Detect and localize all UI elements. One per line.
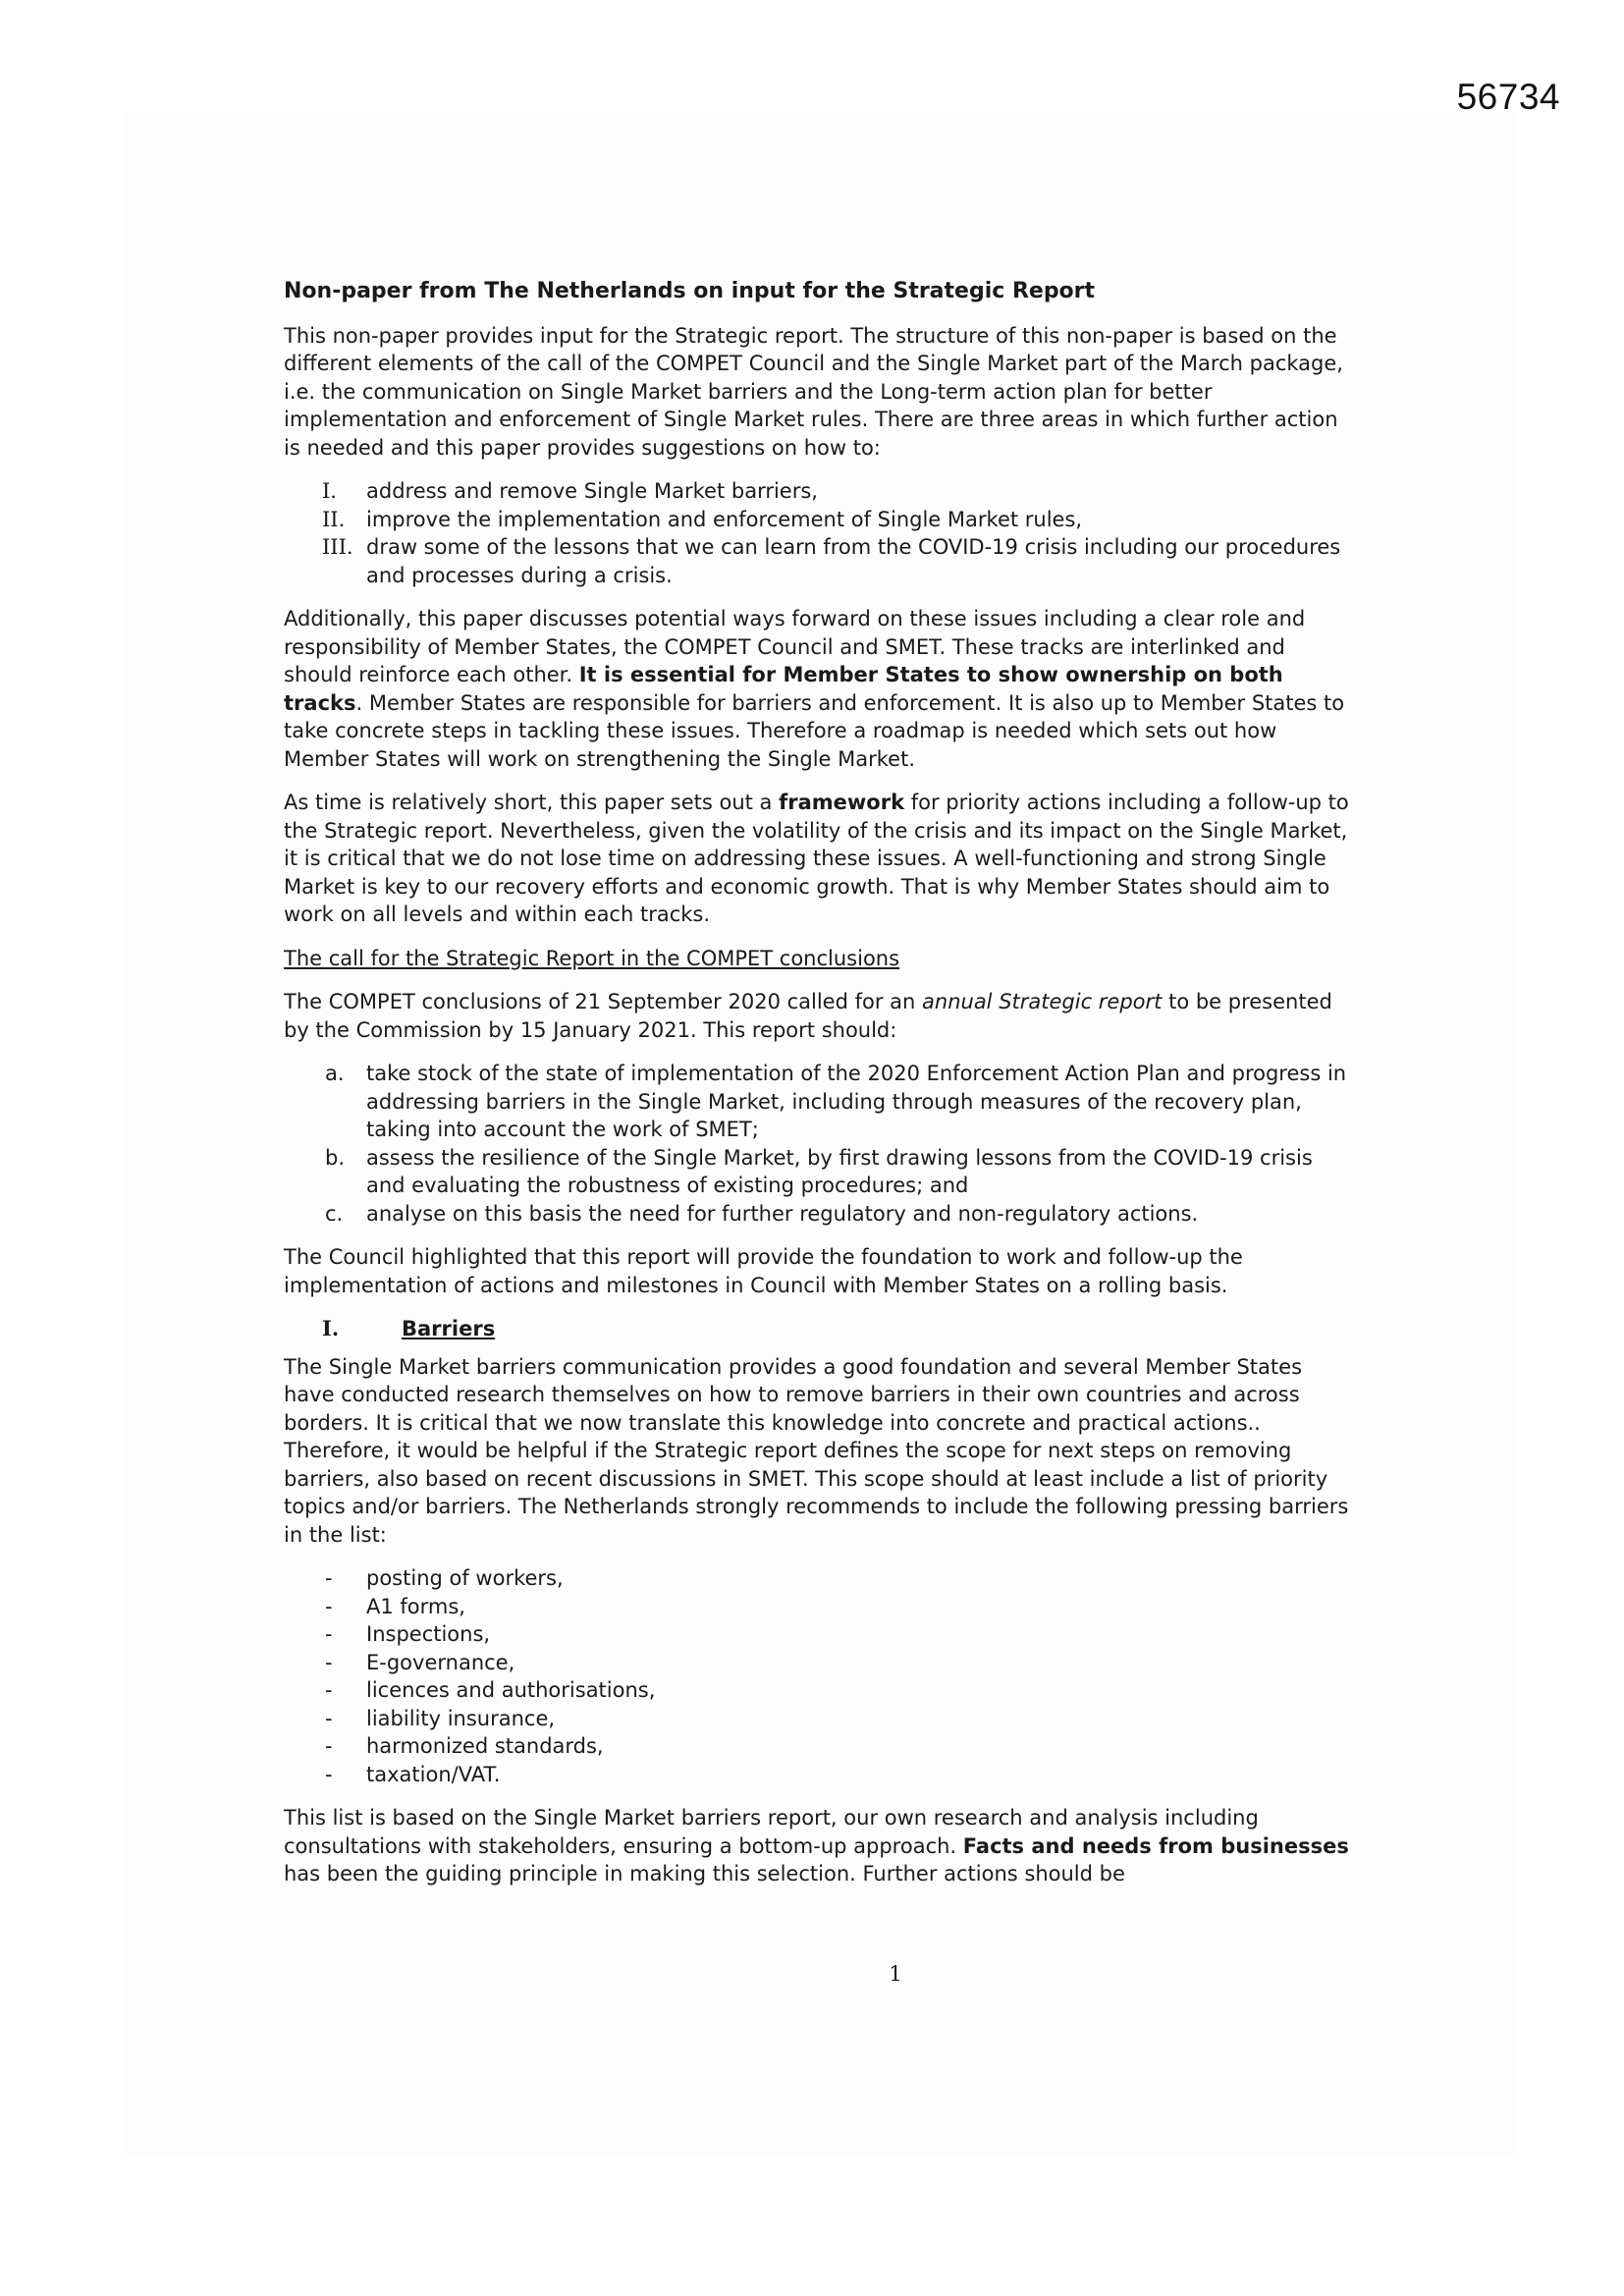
list-item: c. analyse on this basis the need for further regulatory and non-regulatory actions.: [325, 1201, 1199, 1226]
list-item: - harmonized standards,: [325, 1734, 604, 1758]
list-item: - E-governance,: [325, 1650, 515, 1674]
intro-paragraph: This non-paper provides input for the Strategic report. The structure of this non-paper is based on the different elements of the call of the COMPET Council and the Single Market part of the March package, i.e. the communication on Single Market barriers and the Long-term action plan for better implementation and enforcement of Single Market rules. There are three areas in which further action is needed and this paper provides suggestions on how to:: [284, 323, 1343, 460]
roles-paragraph: Additionally, this paper discusses potential ways forward on these issues including a clear role and responsibility of Member States, the COMPET Council and SMET. These tracks are interlinked and should reinforce each other. It is essential for Member States to show ownership on both tracks. Member States are responsible for barriers and enforcement. It is also up to Member States to take concrete steps in tackling these issues. Therefore a roadmap is needed which sets out how Member States will work on strengthening the Single Market.: [284, 607, 1345, 771]
list-item: I. address and remove Single Market barriers,: [322, 479, 818, 503]
list-item: - taxation/VAT.: [325, 1762, 501, 1786]
list-item: - A1 forms,: [325, 1594, 465, 1618]
document-body: [284, 278, 1354, 1904]
list-item: III. draw some of the lessons that we can learn from the COVID-19 crisis including our procedures and processes during a crisis.: [322, 535, 1341, 587]
framework-paragraph: As time is relatively short, this paper sets out a framework for priority actions including a follow-up to the Strategic report. Nevertheless, given the volatility of the crisis and its impact on the Single Market, it is critical that we do not lose time on addressing these issues. A well-functioning and strong Single Market is key to our recovery efforts and economic growth. That is why Member States should aim to work on all levels and within each tracks.: [284, 791, 1349, 926]
list-item: II. improve the implementation and enforcement of Single Market rules,: [322, 507, 1083, 531]
barriers-list: [284, 1564, 1354, 1788]
list-item: - liability insurance,: [325, 1706, 556, 1730]
selection-paragraph: This list is based on the Single Market barriers report, our own research and analysis including consultations with stakeholders, ensuring a bottom-up approach. Facts and needs from businesses has been the guiding principle in making this selection. Further actions should be: [284, 1806, 1349, 1886]
council-paragraph: The Council highlighted that this report will provide the foundation to work and follow-up the implementation of actions and milestones in Council with Member States on a rolling basis.: [284, 1245, 1243, 1297]
barriers-paragraph: The Single Market barriers communication provides a good foundation and several Member States have conducted research themselves on how to remove barriers in their own countries and across borders. It is critical that we now translate this knowledge into concrete and practical actions.. Therefore, it would be helpful if the Strategic report defines the scope for next steps on removing barriers, also based on recent discussions in SMET. This scope should at least include a list of priority topics and/or barriers. The Netherlands strongly recommends to include the following pressing barriers in the list:: [284, 1354, 1349, 1547]
list-item: - posting of workers,: [325, 1566, 564, 1590]
page-number: 1: [889, 1962, 902, 1986]
list-item: a. take stock of the state of implementation of the 2020 Enforcement Action Plan and progress in addressing barriers in the Single Market, including through measures of the recovery plan, taking into account the work of SMET;: [325, 1062, 1347, 1141]
document-number: 56734: [1456, 77, 1560, 117]
areas-list: [284, 477, 1354, 589]
document-title: Non-paper from The Netherlands on input for the Strategic Report: [284, 279, 1096, 303]
list-item: - Inspections,: [325, 1622, 491, 1646]
list-item: b. assess the resilience of the Single Market, by first drawing lessons from the COVID-19 crisis and evaluating the robustness of existing procedures; and: [325, 1145, 1313, 1197]
conclusions-paragraph: The COMPET conclusions of 21 September 2020 called for an annual Strategic report to be presented by the Commission by 15 January 2021. This report should:: [284, 990, 1332, 1042]
list-item: - licences and authorisations,: [325, 1678, 656, 1702]
section-heading-barriers: I. Barriers: [322, 1316, 496, 1340]
report-tasks-list: [284, 1060, 1354, 1228]
subheading-call: The call for the Strategic Report in the COMPET conclusions: [284, 946, 900, 970]
